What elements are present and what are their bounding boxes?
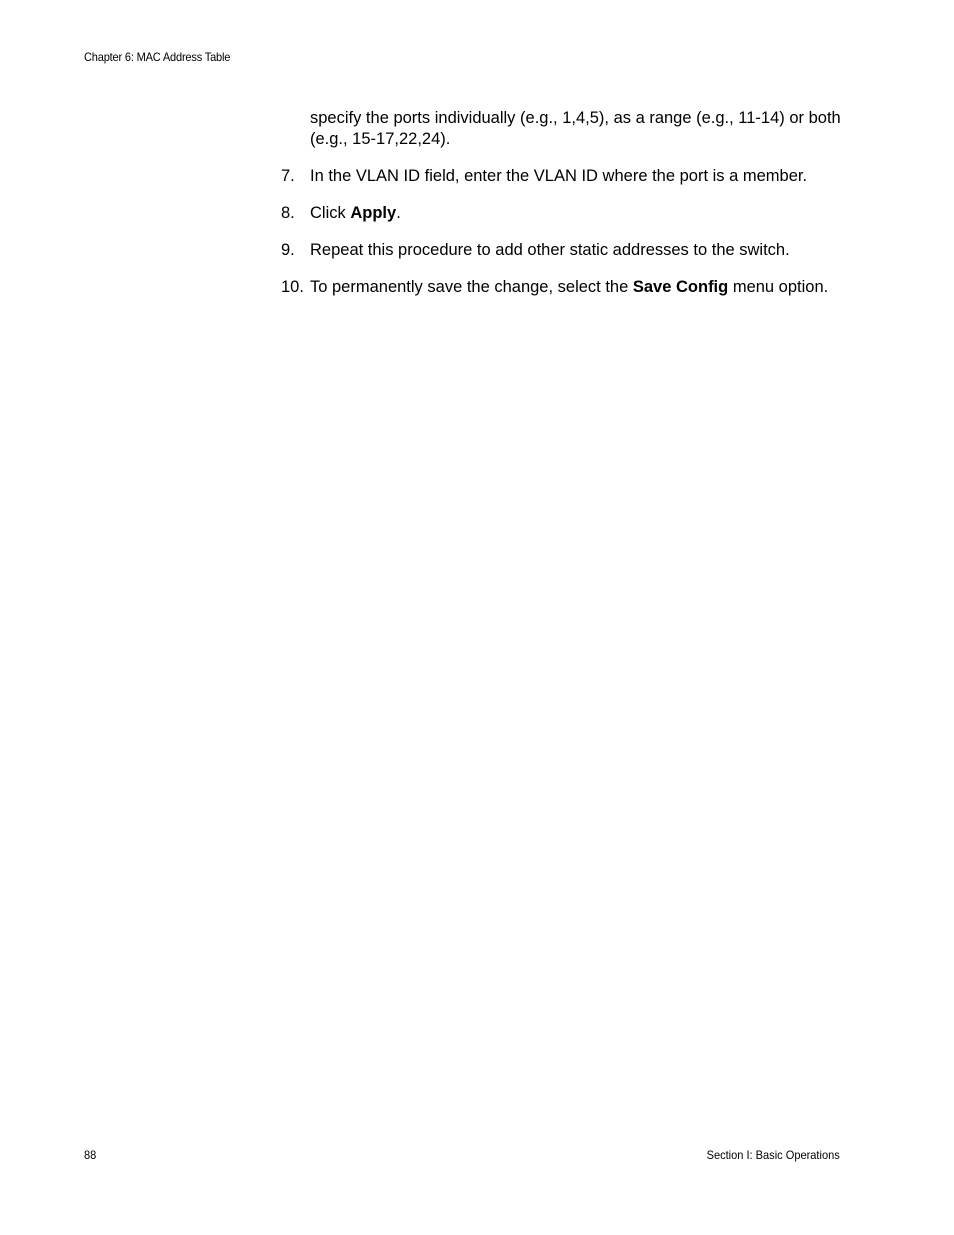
step-text bbox=[310, 277, 841, 298]
step-9 bbox=[281, 240, 841, 261]
page-number: 88 bbox=[84, 1148, 97, 1162]
step-text bbox=[310, 203, 841, 224]
step-number: 10. bbox=[281, 278, 304, 296]
save-config-term: Save Config bbox=[632, 278, 729, 296]
step-number: 9. bbox=[281, 241, 295, 259]
apply-term: Apply bbox=[350, 204, 397, 222]
step-number: 7. bbox=[281, 167, 295, 185]
step-6-continuation: specify the ports individually (e.g., 1,4,5), as a range (e.g., 11-14) or both (e.g., 15-17,22,24). bbox=[310, 109, 841, 148]
step-text: Repeat this procedure to add other static addresses to the switch. bbox=[310, 241, 790, 259]
step-number: 8. bbox=[281, 204, 295, 222]
step-10 bbox=[281, 277, 841, 298]
step-7 bbox=[281, 166, 841, 187]
step-text-prefix: To permanently save the change, select the bbox=[310, 278, 633, 296]
step-text-prefix: Click bbox=[310, 204, 351, 222]
section-footer: Section I: Basic Operations bbox=[706, 1148, 840, 1162]
step-text: In the VLAN ID field, enter the VLAN ID where the port is a member. bbox=[310, 167, 808, 185]
step-8 bbox=[281, 203, 841, 224]
step-text-suffix: . bbox=[396, 204, 401, 222]
step-text-suffix: menu option. bbox=[728, 278, 829, 296]
procedure-text bbox=[281, 108, 841, 314]
running-header: Chapter 6: MAC Address Table bbox=[84, 50, 231, 64]
